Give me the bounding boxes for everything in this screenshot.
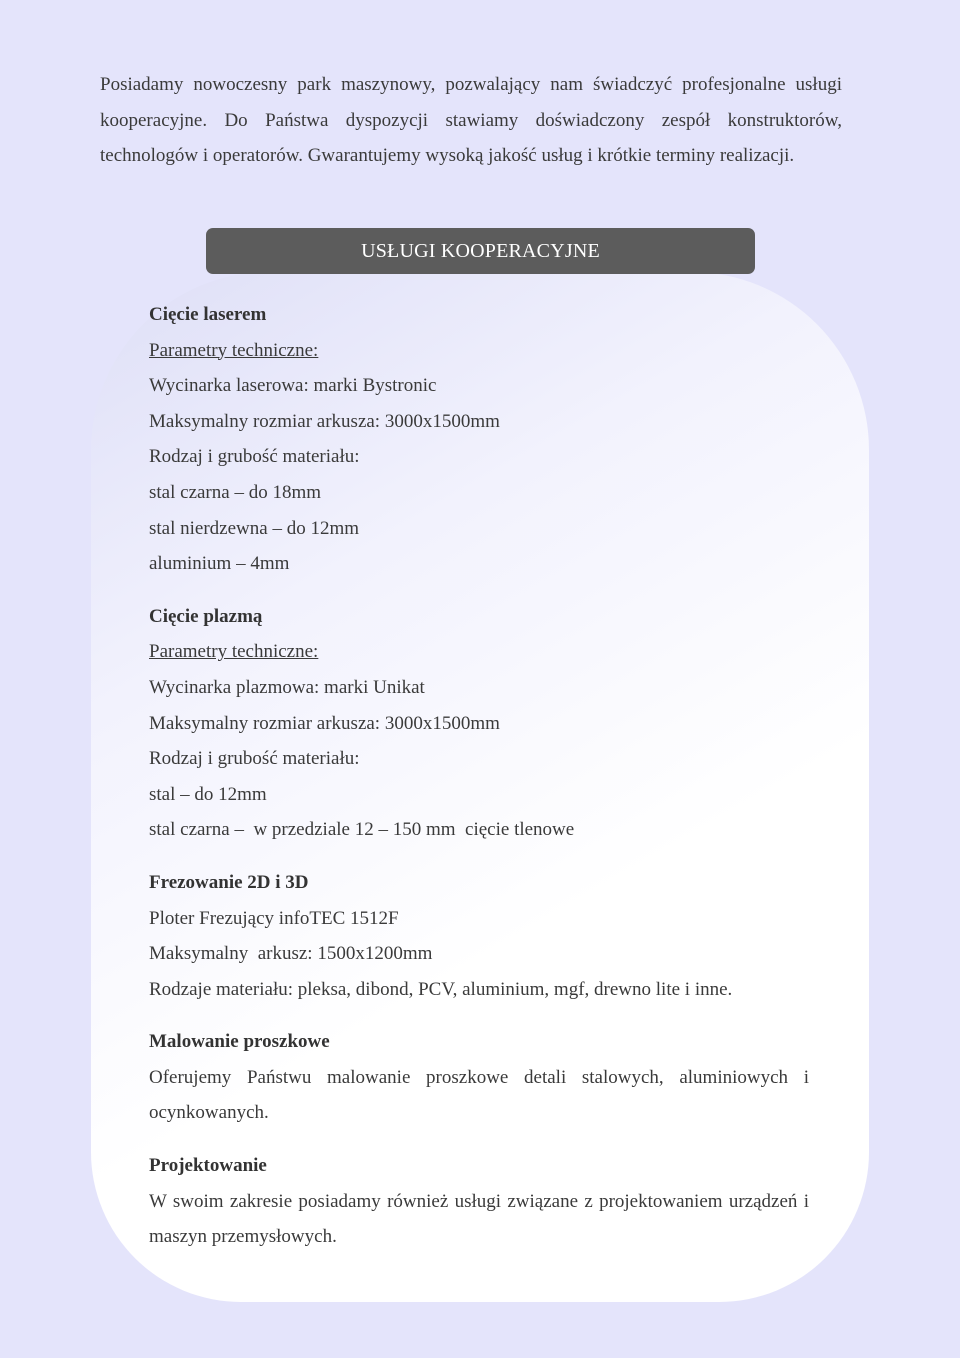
- params-label: Parametry techniczne:: [149, 641, 319, 663]
- service-heading: Projektowanie: [149, 1155, 267, 1177]
- sheet-size-line: Maksymalny rozmiar arkusza: 3000x1500mm: [149, 712, 500, 734]
- service-description: Oferujemy Państwu malowanie proszkowe detali stalowych, aluminiowych i ocynkowanych.: [149, 1066, 809, 1124]
- service-heading: Cięcie plazmą: [149, 605, 263, 627]
- intro-paragraph: Posiadamy nowoczesny park maszynowy, pozwalający nam świadczyć profesjonalne usługi kooperacyjne. Do Państwa dyspozycji stawiamy doświadczony zespół konstruktorów, technologów i operatorów. Gwarantujemy wysoką jakość usług i krótkie terminy realizacji.: [100, 74, 842, 167]
- material-label: Rodzaj i grubość materiału:: [149, 748, 360, 770]
- params-label: Parametry techniczne:: [149, 339, 319, 361]
- machine-line: Ploter Frezujący infoTEC 1512F: [149, 907, 399, 929]
- material-item: stal czarna – do 18mm: [149, 481, 322, 503]
- service-design: [149, 1148, 809, 1255]
- machine-line: Wycinarka plazmowa: marki Unikat: [149, 676, 425, 698]
- material-item: stal czarna – w przedziale 12 – 150 mm cięcie tlenowe: [149, 819, 575, 841]
- service-heading: Frezowanie 2D i 3D: [149, 871, 309, 893]
- service-plasma-cutting: [149, 599, 809, 848]
- sheet-size-line: Maksymalny arkusz: 1500x1200mm: [149, 943, 433, 965]
- params-label-line: [149, 634, 809, 670]
- service-heading: Malowanie proszkowe: [149, 1031, 330, 1053]
- sheet-size-line: Maksymalny rozmiar arkusza: 3000x1500mm: [149, 410, 500, 432]
- services-list: [149, 297, 809, 1272]
- service-powder-coating: [149, 1024, 809, 1131]
- materials-line: Rodzaje materiału: pleksa, dibond, PCV, aluminium, mgf, drewno lite i inne.: [149, 978, 733, 1000]
- params-label-line: [149, 333, 809, 369]
- machine-line: Wycinarka laserowa: marki Bystronic: [149, 375, 437, 397]
- material-label: Rodzaj i grubość materiału:: [149, 446, 360, 468]
- service-laser-cutting: [149, 297, 809, 582]
- material-item: aluminium – 4mm: [149, 553, 290, 575]
- material-item: stal – do 12mm: [149, 783, 267, 805]
- section-banner: USŁUGI KOOPERACYJNE: [206, 228, 755, 274]
- service-description: W swoim zakresie posiadamy również usługi związane z projektowaniem urządzeń i maszyn przemysłowych.: [149, 1190, 809, 1248]
- service-heading: Cięcie laserem: [149, 304, 267, 325]
- material-item: stal nierdzewna – do 12mm: [149, 517, 360, 539]
- service-milling: [149, 865, 809, 1007]
